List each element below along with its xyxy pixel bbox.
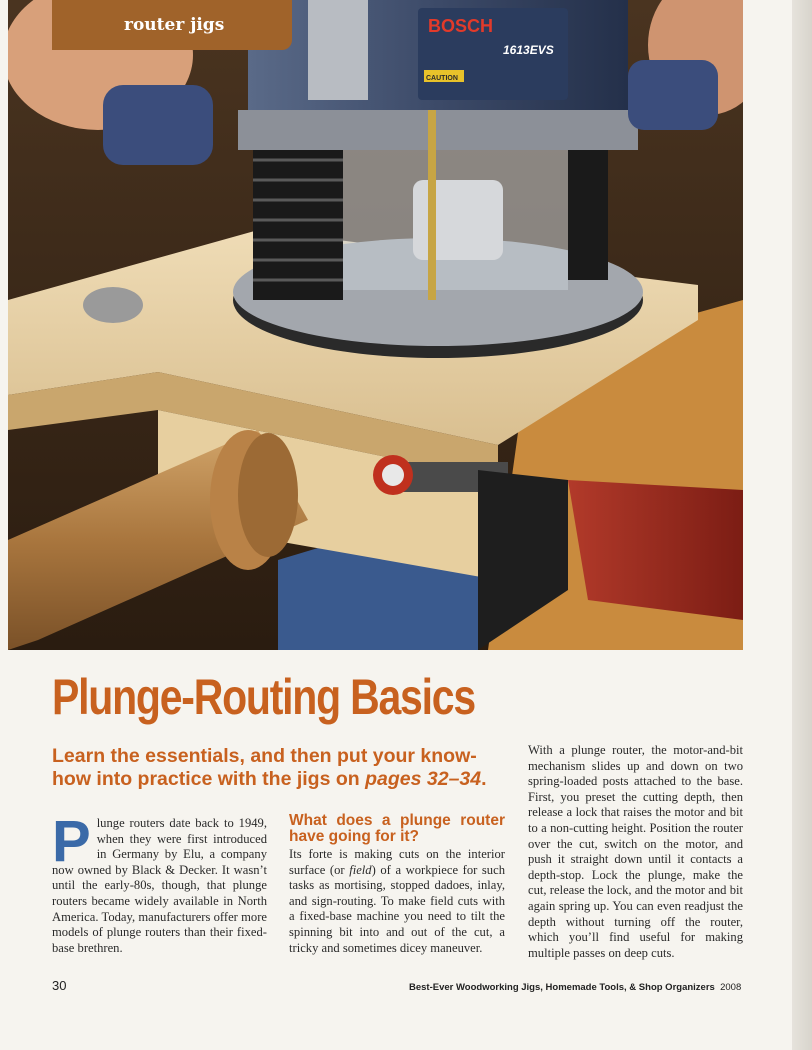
footer-publication bbox=[409, 982, 743, 993]
router-jig-photo bbox=[8, 0, 743, 650]
column-2-heading: What does a plunge router have going for it? bbox=[289, 812, 505, 845]
router-brand-text: BOSCH bbox=[428, 16, 494, 36]
page-number: 30 bbox=[52, 978, 67, 993]
section-tab-label: router jigs bbox=[124, 15, 225, 35]
section-tab bbox=[52, 0, 292, 50]
column-3-text: With a plunge router, the motor-and-bit mechanism slides up and down on two spring-loaded posts attached to the base. First, you preset the cutting depth, then release a lock that raises the motor and bit to a non-cutting height. Position the router over the cut, switch on the motor, and push it straight down until it contacts a depth-stop. Lock the plunge, make the cut, release the lock, and the motor and bit again spring up. You can even readjust the depth without turning off the router, which you’ll find useful for making multiple passes on deep cuts. bbox=[528, 743, 743, 960]
publication-year: 2008 bbox=[720, 982, 742, 993]
article-title: Plunge-Routing Basics bbox=[52, 669, 475, 725]
caution-label-text: CAUTION bbox=[426, 75, 458, 82]
drop-cap: P bbox=[52, 809, 91, 874]
photo-illustration bbox=[8, 0, 743, 650]
router-model-text: 1613EVS bbox=[503, 43, 554, 57]
article-deck bbox=[52, 745, 512, 791]
column-2 bbox=[289, 813, 505, 956]
column-2-text-after: ) of a workpiece for such tasks as mortising, stopped dadoes, inlay, and sign-routing. To make field cuts with a fixed-base machine you need to tilt the spinning bit into and out of the cut, a tricky and sometimes dicey maneuver. bbox=[289, 862, 505, 955]
column-3 bbox=[528, 743, 743, 961]
column-1-text: lunge routers date back to 1949, when they were first introduced in Germany by Elu, a company now owned by Black & Decker. It wasn’t until the early-80s, though, that plunge routers became widely available in North America. Today, manufacturers offer more models of plunge routers than their fixed-base brethren. bbox=[52, 816, 267, 955]
column-2-text-before: Its forte is making cuts on the interior surface (or bbox=[289, 847, 505, 877]
deck-pages-reference: pages 32–34 bbox=[365, 768, 482, 790]
column-2-italic-term: field bbox=[349, 862, 372, 877]
column-1 bbox=[52, 809, 267, 956]
publication-title: Best-Ever Woodworking Jigs, Homemade Tools, & Shop Organizers bbox=[409, 982, 715, 993]
deck-end: . bbox=[481, 768, 487, 790]
page-edge bbox=[792, 0, 812, 1050]
deck-text: Learn the essentials, and then put your know-how into practice with the jigs on bbox=[52, 745, 477, 790]
